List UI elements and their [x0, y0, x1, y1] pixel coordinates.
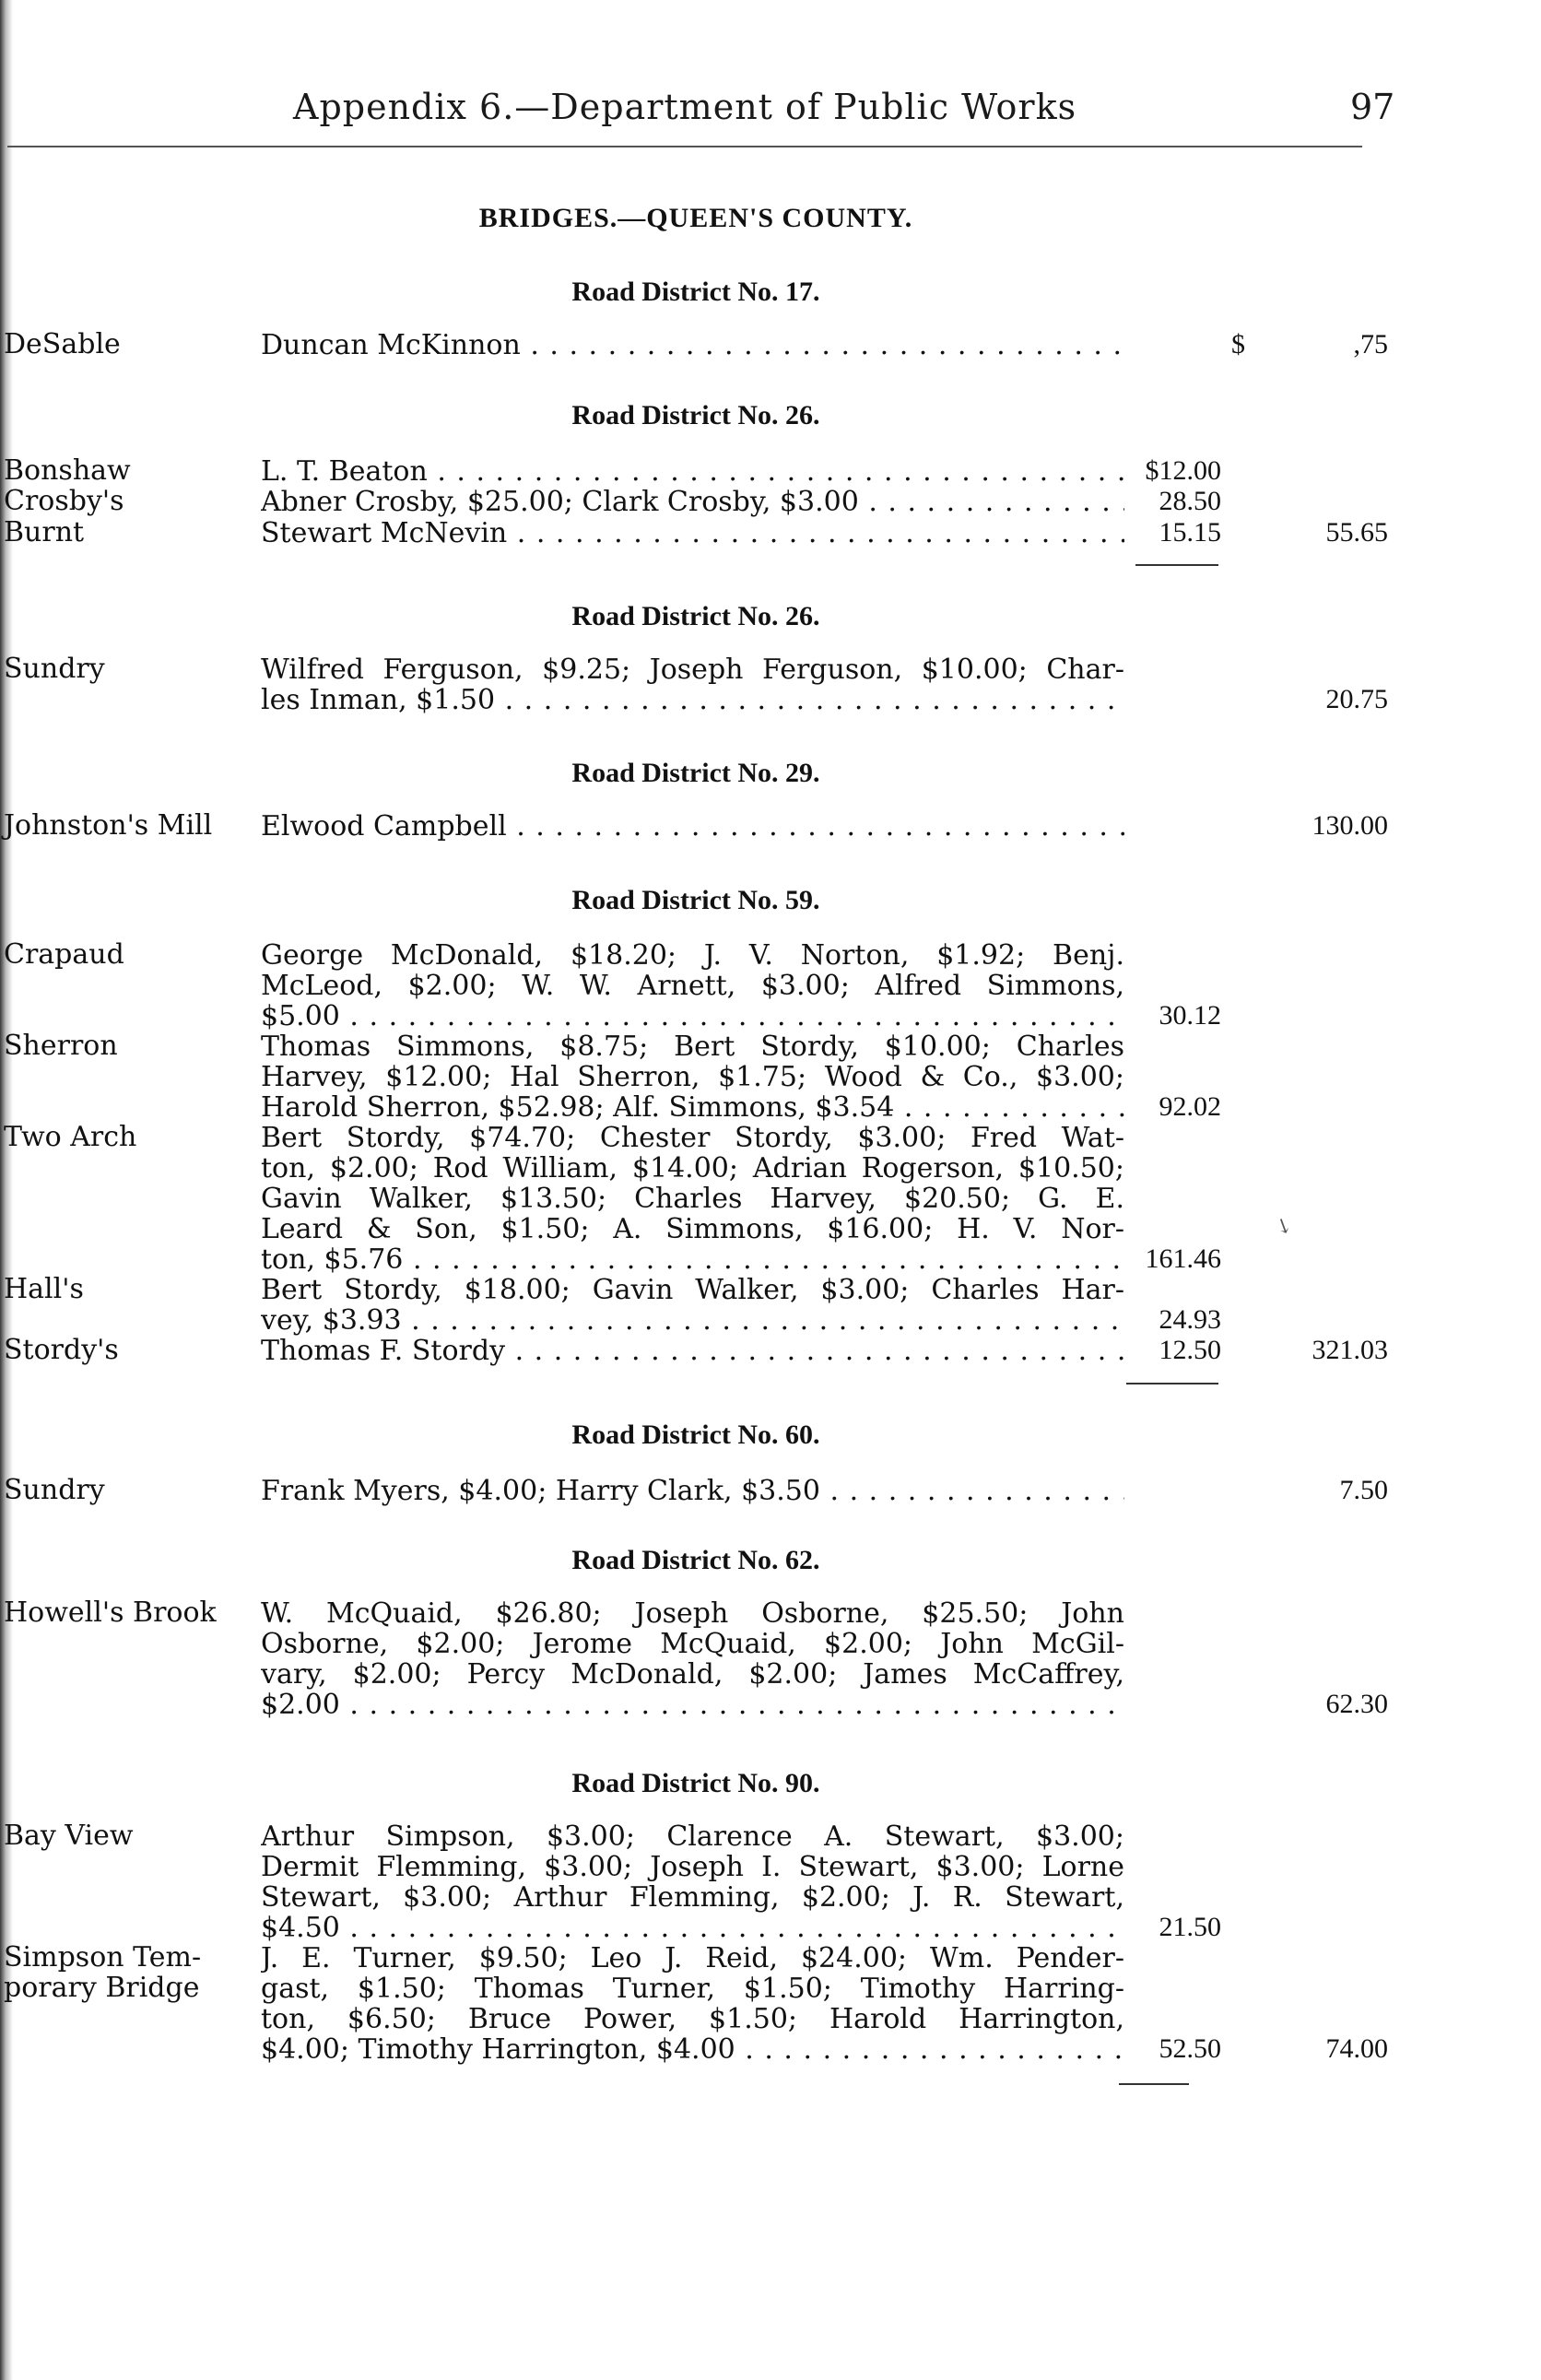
district-total: 55.65 — [1325, 517, 1388, 548]
entry-line: les Inman, $1.50 . . . — [261, 684, 1124, 716]
entry-subtotal: 30.12 — [1159, 1000, 1221, 1031]
entry-location: Crapaud — [4, 938, 124, 971]
sum-rule — [1119, 2083, 1189, 2085]
entry-line: Duncan McKinnon . . . — [261, 329, 1124, 361]
entry-line: Arthur Simpson, $3.00; Clarence A. Stewart, $3.00; — [261, 1820, 1124, 1853]
entry-subtotal: 28.50 — [1159, 486, 1221, 516]
running-title: Appendix 6.—Department of Public Works — [293, 87, 1077, 127]
district-total: ,75 — [1353, 329, 1388, 359]
entry-line: $4.50 . . . — [261, 1912, 1124, 1944]
entry-line: Osborne, $2.00; Jerome McQuaid, $2.00; John McGil- — [261, 1628, 1124, 1660]
district-heading: Road District No. 29. — [571, 758, 820, 788]
print-speck: ↘ — [1270, 1212, 1296, 1241]
entry-line: Leard & Son, $1.50; A. Simmons, $16.00; H. V. Nor- — [261, 1213, 1124, 1245]
entry-location: Burnt — [4, 516, 85, 548]
district-total: 74.00 — [1325, 2033, 1388, 2064]
entry-line: Harvey, $12.00; Hal Sherron, $1.75; Wood & Co., $3.00; — [261, 1061, 1124, 1093]
entry-line: ton, $6.50; Bruce Power, $1.50; Harold Harrington, — [261, 2003, 1124, 2035]
district-total: 130.00 — [1312, 810, 1388, 841]
entry-location: Howell's Brook — [4, 1596, 217, 1629]
entry-location: Sundry — [4, 653, 105, 685]
entry-line: L. T. Beaton . . . — [261, 455, 1124, 488]
entry-line: Frank Myers, $4.00; Harry Clark, $3.50 . . . — [261, 1475, 1124, 1507]
entry-line: $4.00; Timothy Harrington, $4.00 . . . — [261, 2033, 1124, 2066]
entry-location: Bonshaw — [4, 454, 131, 487]
entry-line: W. McQuaid, $26.80; Joseph Osborne, $25.50; John — [261, 1597, 1124, 1630]
entry-location: Sundry — [4, 1474, 105, 1506]
entry-location: Sherron — [4, 1030, 118, 1062]
section-title: BRIDGES.—QUEEN'S COUNTY. — [478, 203, 913, 233]
entry-location: Two Arch — [4, 1121, 137, 1153]
entry-line: Harold Sherron, $52.98; Alf. Simmons, $3.54 . . . — [261, 1091, 1124, 1124]
sum-rule — [1135, 564, 1218, 566]
entry-line: J. E. Turner, $9.50; Leo J. Reid, $24.00; Wm. Pender- — [261, 1942, 1124, 1974]
district-heading: Road District No. 59. — [571, 885, 820, 915]
entry-location: Stordy's — [4, 1334, 119, 1366]
district-total: 62.30 — [1325, 1689, 1388, 1719]
entry-subtotal: 52.50 — [1159, 2033, 1221, 2064]
district-heading: Road District No. 26. — [571, 400, 820, 430]
entry-line: Stewart, $3.00; Arthur Flemming, $2.00; J. R. Stewart, — [261, 1881, 1124, 1914]
entry-line: George McDonald, $18.20; J. V. Norton, $1.92; Benj. — [261, 939, 1124, 972]
currency-symbol: $ — [1231, 329, 1245, 359]
district-total: 20.75 — [1325, 684, 1388, 714]
entry-line: Stewart McNevin . . . — [261, 517, 1124, 549]
entry-line: gast, $1.50; Thomas Turner, $1.50; Timothy Harring- — [261, 1973, 1124, 2005]
entry-line: Gavin Walker, $13.50; Charles Harvey, $20.50; G. E. — [261, 1183, 1124, 1215]
entry-line: Wilfred Ferguson, $9.25; Joseph Ferguson, $10.00; Char- — [261, 654, 1124, 686]
entry-line: Dermit Flemming, $3.00; Joseph I. Stewart, $3.00; Lorne — [261, 1851, 1124, 1883]
entry-subtotal: 21.50 — [1159, 1912, 1221, 1942]
entry-line: Thomas F. Stordy . . . — [261, 1335, 1124, 1367]
entry-line: ton, $5.76 . . . — [261, 1243, 1124, 1276]
entry-location: Hall's — [4, 1273, 84, 1305]
district-total: 7.50 — [1339, 1475, 1388, 1505]
entry-location: Bay View — [4, 1820, 134, 1852]
entry-line: $2.00 . . . — [261, 1689, 1124, 1721]
page-number: 97 — [1350, 87, 1395, 127]
entry-line: Bert Stordy, $74.70; Chester Stordy, $3.00; Fred Wat- — [261, 1122, 1124, 1154]
entry-subtotal: $12.00 — [1145, 455, 1221, 486]
district-total: 321.03 — [1312, 1335, 1388, 1365]
district-heading: Road District No. 17. — [571, 277, 820, 307]
entry-location: Simpson Tem- porary Bridge — [4, 1941, 202, 2004]
header-rule — [7, 146, 1362, 147]
entry-line: $5.00 . . . — [261, 1000, 1124, 1032]
entry-line: Thomas Simmons, $8.75; Bert Stordy, $10.00; Charles — [261, 1031, 1124, 1063]
district-heading: Road District No. 62. — [571, 1545, 820, 1575]
entry-subtotal: 24.93 — [1159, 1304, 1221, 1335]
district-heading: Road District No. 90. — [571, 1768, 820, 1798]
entry-subtotal: 92.02 — [1159, 1091, 1221, 1122]
entry-location: Crosby's — [4, 485, 124, 517]
district-heading: Road District No. 60. — [571, 1420, 820, 1450]
entry-subtotal: 12.50 — [1159, 1335, 1221, 1365]
entry-line: Elwood Campbell . . . — [261, 810, 1124, 842]
entry-line: Bert Stordy, $18.00; Gavin Walker, $3.00; Charles Har- — [261, 1274, 1124, 1306]
entry-line: Abner Crosby, $25.00; Clark Crosby, $3.00 . . . — [261, 486, 1124, 518]
sum-rule — [1126, 1383, 1218, 1384]
entry-location: Johnston's Mill — [4, 809, 213, 842]
entry-subtotal: 161.46 — [1145, 1243, 1221, 1274]
entry-line: ton, $2.00; Rod William, $14.00; Adrian Rogerson, $10.50; — [261, 1152, 1124, 1184]
entry-subtotal: 15.15 — [1159, 517, 1221, 548]
entry-line: McLeod, $2.00; W. W. Arnett, $3.00; Alfred Simmons, — [261, 970, 1124, 1002]
entry-location: DeSable — [4, 328, 121, 360]
district-heading: Road District No. 26. — [571, 601, 820, 631]
entry-line: vary, $2.00; Percy McDonald, $2.00; James McCaffrey, — [261, 1658, 1124, 1691]
entry-line: vey, $3.93 . . . — [261, 1304, 1124, 1337]
